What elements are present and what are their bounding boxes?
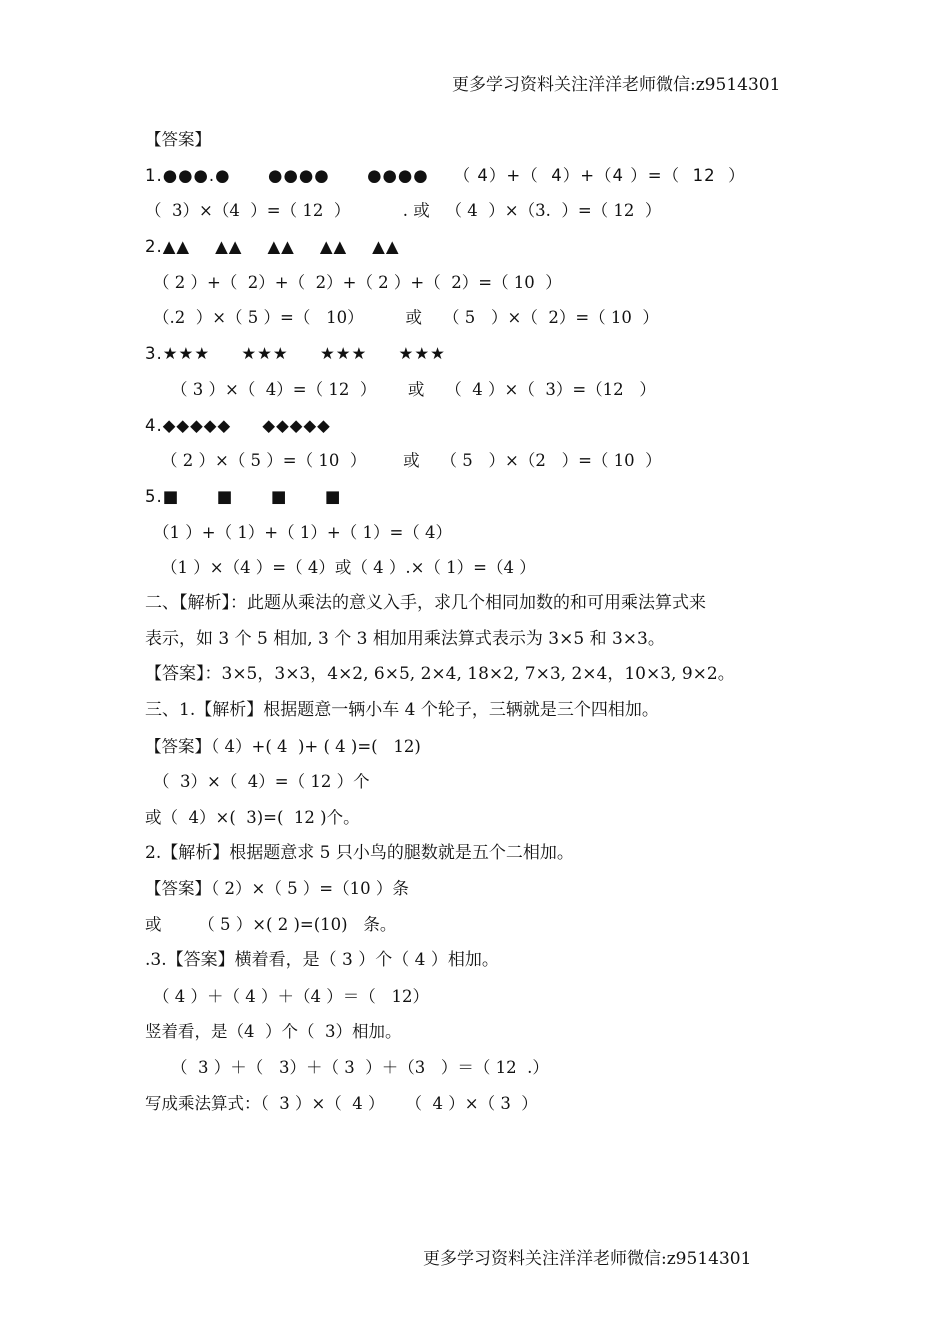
q3-stars-line: 3.★★★ ★★★ ★★★ ★★★ (145, 344, 446, 364)
q3-multiplication-line: （ 3 ）×（ 4）=（ 12 ） 或 （ 4 ）×（ 3）=（12 ） (171, 379, 656, 399)
q1-multiplication-line: （ 3）×（4 ）=（ 12 ） . 或 （ 4 ）×（3. ）=（ 12 ） (145, 201, 662, 221)
q2-triangles-line: 2.▲▲ ▲▲ ▲▲ ▲▲ ▲▲ (145, 237, 400, 257)
section3-q2-alt-answer: 或 （ 5 ）×( 2 )=(10) 条。 (145, 915, 397, 935)
page-header: 更多学习资料关注洋洋老师微信:z9514301 (452, 75, 781, 95)
section3-q3-answer: .3.【答案】横着看，是（ 3 ）个（ 4 ）相加。 (145, 949, 499, 970)
q4-multiplication-line: （ 2 ）×（ 5 ）=（ 10 ） 或 （ 5 ）×（2 ）=（ 10 ） (161, 451, 662, 471)
q5-addition-line: （1 ）+（ 1）+（ 1）+（ 1）=（ 4） (153, 522, 453, 542)
section3-q3-multiplication-forms: 写成乘法算式：（ 3 ）×（ 4 ） （ 4 ）×（ 3 ） (145, 1093, 538, 1113)
section3-q2-answer: 【答案】（ 2）×（ 5 ）=（10 ）条 (145, 879, 409, 899)
section3-q1-alt-multiplication: 或（ 4）×( 3)=( 12 )个。 (145, 808, 360, 828)
q2-multiplication-line: （.2 ）×（ 5 ）=（ 10） 或 （ 5 ）×（ 2）=（ 10 ） (153, 308, 659, 328)
q5-squares-line: 5.■ ■ ■ ■ (145, 486, 342, 506)
section3-q3-vertical-addition: （ 3 ）＋（ 3）＋（ 3 ）＋（3 ）＝（ 12 .） (171, 1057, 549, 1077)
q5-multiplication-line: （1 ）×（4 ）=（ 4）或（ 4 ）.×（ 1）=（4 ） (161, 558, 536, 578)
answer-heading: 【答案】 (145, 130, 211, 149)
section2-answer-line: 【答案】：3×5，3×3，4×2, 6×5, 2×4, 18×2, 7×3, 2×4，10×3, 9×2。 (145, 664, 735, 685)
q4-diamonds-line: 4.◆◆◆◆◆ ◆◆◆◆◆ (145, 415, 331, 435)
section3-q1-multiplication: （ 3）×（ 4）=（ 12 ）个 (153, 772, 370, 792)
section3-q3-vertical-text: 竖着看，是（4 ）个（ 3）相加。 (145, 1022, 402, 1042)
section2-analysis-line2: 表示，如 3 个 5 相加, 3 个 3 相加用乘法算式表示为 3×5 和 3×3。 (145, 628, 665, 649)
q2-addition-line: （ 2 ）+（ 2）+（ 2）+（ 2 ）+（ 2）=（ 10 ） (153, 272, 562, 292)
section3-q2-analysis: 2.【解析】根据题意求 5 只小鸟的腿数就是五个二相加。 (145, 842, 574, 863)
section3-q3-horizontal-addition: （ 4 ）＋（ 4 ）＋（4 ）＝（ 12） (153, 986, 429, 1006)
section2-analysis-line1: 二、【解析】：此题从乘法的意义入手，求几个相同加数的和可用乘法算式来 (145, 592, 706, 613)
page-footer: 更多学习资料关注洋洋老师微信:z9514301 (423, 1249, 752, 1269)
section3-q1-analysis: 三、1.【解析】根据题意一辆小车 4 个轮子，三辆就是三个四相加。 (145, 700, 659, 720)
q1-circles-line: 1.●●●.● ●●●● ●●●● （ 4）+（ 4）+（4 ）=（ 12 ） (145, 165, 746, 185)
section3-q1-answer: 【答案】（ 4）+( 4 )+ ( 4 )=( 12) (145, 736, 421, 756)
answer-body (145, 122, 825, 1121)
